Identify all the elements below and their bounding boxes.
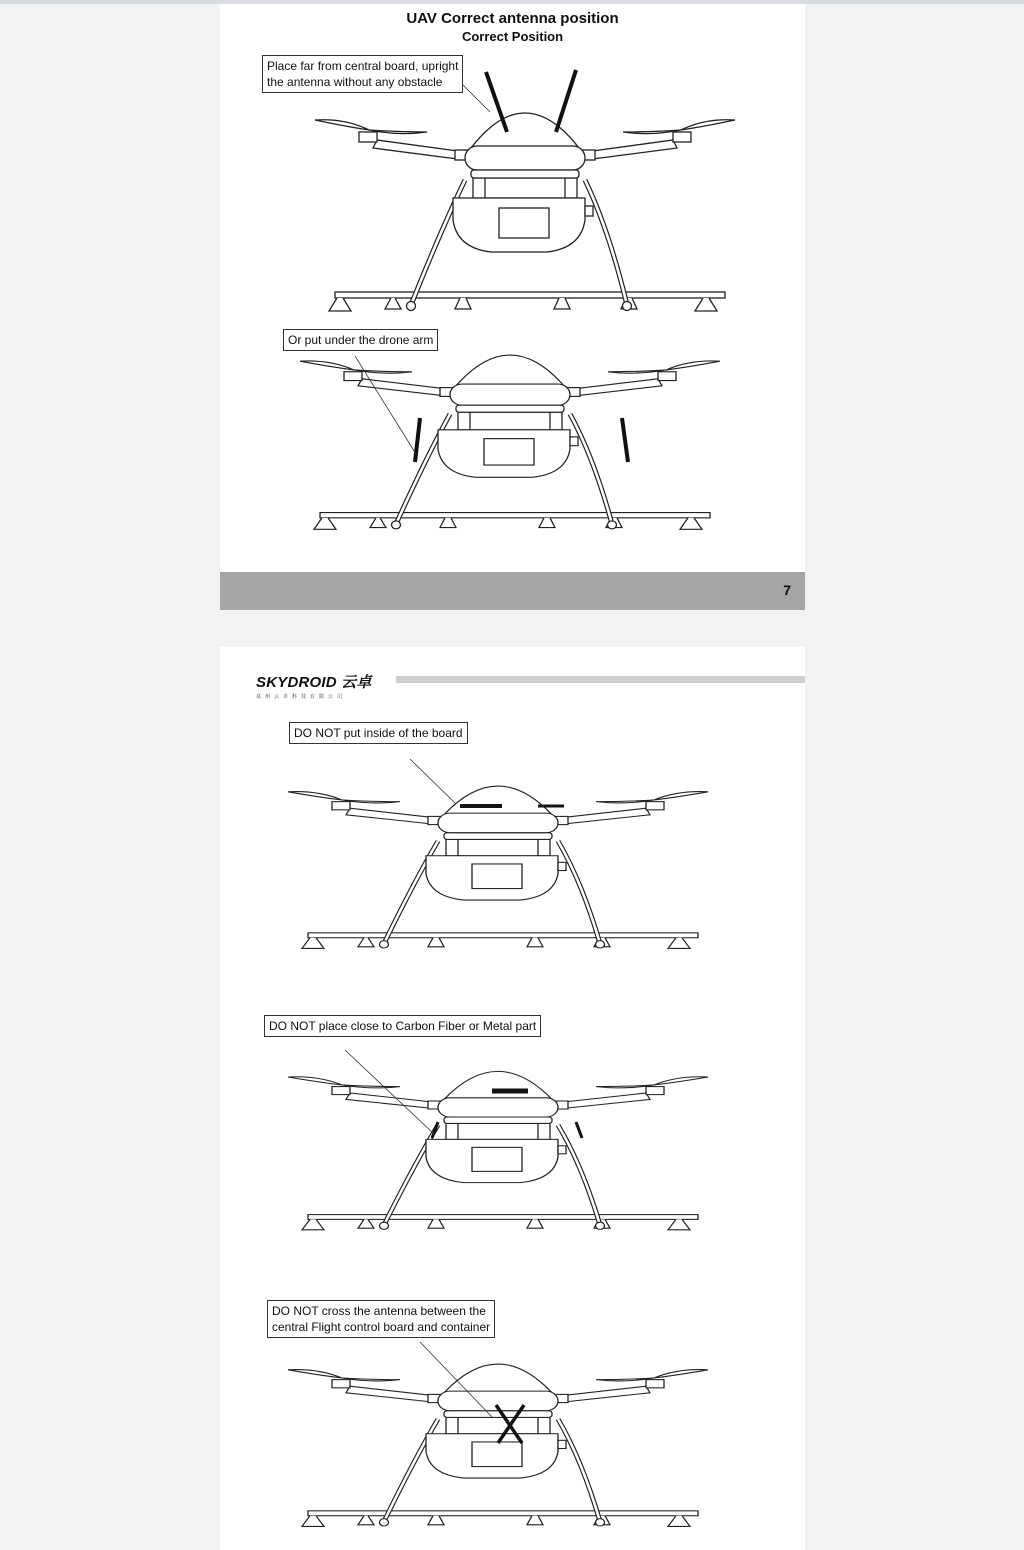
callout-not-crossed: DO NOT cross the antenna between the central Flight control board and container xyxy=(267,1300,495,1338)
drone-illustration-near-carbon xyxy=(220,1050,805,1240)
callout-leader-line xyxy=(345,1050,434,1134)
drone-illustration-under-arm xyxy=(220,356,805,571)
page-number: 7 xyxy=(783,582,791,598)
header-rule xyxy=(396,676,805,683)
skydroid-logo: SKYDROID 云卓 泉州云卓科技有限公司 xyxy=(256,674,372,700)
page-title: UAV Correct antenna position xyxy=(406,10,619,27)
antenna-right xyxy=(556,70,576,132)
callout-leader-line xyxy=(410,759,456,804)
antenna-on-leg-right xyxy=(576,1122,582,1138)
page-subtitle: Correct Position xyxy=(461,29,564,44)
callout-not-near-carbon: DO NOT place close to Carbon Fiber or Metal part xyxy=(264,1015,541,1037)
antenna-under-right-arm xyxy=(622,418,628,462)
drone-illustration-inside-board xyxy=(220,769,805,959)
drone-illustration-upright-antennas xyxy=(220,60,805,305)
callout-place-far: Place far from central board, upright the antenna without any obstacle xyxy=(262,55,463,93)
document-page-8 xyxy=(220,647,805,1550)
document-page-7 xyxy=(220,4,805,610)
callout-under-arm: Or put under the drone arm xyxy=(283,329,438,351)
page-footer xyxy=(220,572,805,610)
callout-not-inside-board: DO NOT put inside of the board xyxy=(289,722,468,744)
drone-illustration-crossed-antenna xyxy=(220,1347,805,1547)
callout-leader-line xyxy=(355,356,416,454)
antenna-under-left-arm xyxy=(415,418,420,462)
